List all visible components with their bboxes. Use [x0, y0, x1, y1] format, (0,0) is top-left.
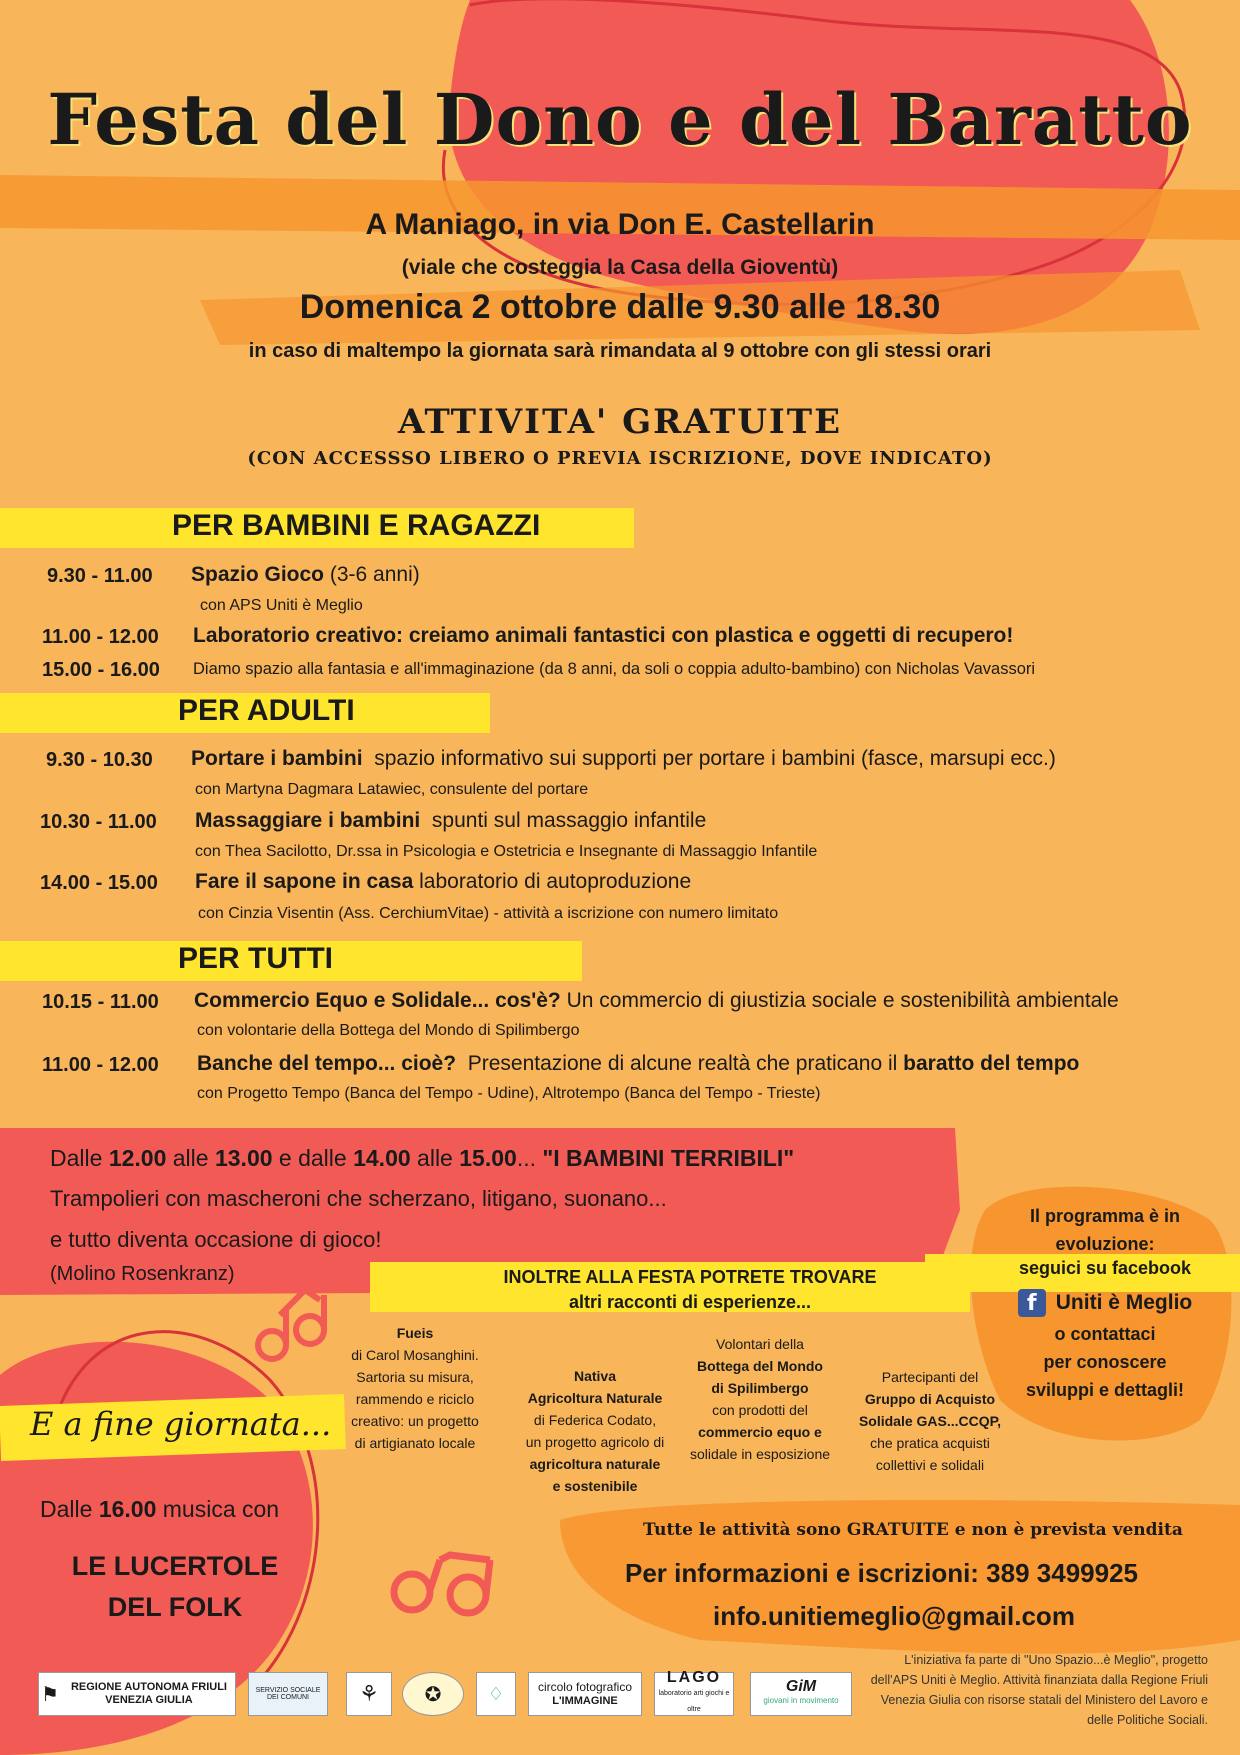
activity-with: con Progetto Tempo (Banca del Tempo - Udine), Altrotempo (Banca del Tempo - Trieste)	[197, 1085, 821, 1102]
time: 10.30 - 11.00	[40, 811, 157, 833]
show-description: e tutto diventa occasione di gioco!	[50, 1227, 382, 1252]
show-description: Trampolieri con mascheroni che scherzano, litigano, suonano...	[50, 1186, 667, 1211]
activity-line: Spazio Gioco (3-6 anni)	[191, 563, 420, 586]
exhibitor-fueis: Fueis di Carol Mosanghini. Sartoria su misura, rammendo e riciclo creativo: un progetto di artigianato locale	[351, 1325, 479, 1451]
logo-circle	[402, 1672, 464, 1716]
funding-note: L'iniziativa fa parte di "Uno Spazio...è Meglio", progetto dell'APS Uniti è Meglio. Attività finanziata dalla Regione Friuli Venezia Giulia con risorse statali del Ministero del Lavoro e delle Politiche Sociali.	[870, 1653, 1208, 1727]
crest-icon: ⚘	[359, 1681, 379, 1706]
time: 10.15 - 11.00	[42, 991, 159, 1013]
facebook-icon: f	[1018, 1289, 1046, 1317]
logo-servizio-sociale: SERVIZIO SOCIALE DEI COMUNI	[248, 1672, 328, 1716]
music-note-icon-2	[394, 1555, 490, 1613]
show-time: Dalle 12.00 alle 13.00 e dalle 14.00 alle 15.00... "I BAMBINI TERRIBILI"	[50, 1145, 795, 1171]
exhibitor-gas: Partecipanti del Gruppo di Acquisto Solidale GAS...CCQP, che pratica acquisti collettivi e solidali	[858, 1369, 1002, 1473]
logo-comune	[346, 1672, 392, 1716]
activity-line: Banche del tempo... cioè? Presentazione di alcune realtà che praticano il baratto del tempo	[197, 1052, 1080, 1075]
activity-line: Massaggiare i bambini spunti sul massaggio infantile	[195, 809, 707, 832]
also-heading: INOLTRE ALLA FESTA POTRETE TROVARE altri racconti di esperienze...	[503, 1267, 877, 1312]
time: 14.00 - 15.00	[40, 872, 158, 894]
logo-small	[476, 1672, 516, 1716]
music-note-icon	[258, 1290, 324, 1359]
logo-gim: GiM giovani in movimento	[750, 1672, 852, 1716]
section-title-adults: PER ADULTI	[178, 694, 355, 727]
badge-icon: ✪	[424, 1683, 442, 1706]
time: 11.00 - 12.00	[42, 1054, 159, 1076]
free-note: Tutte le attività sono GRATUITE e non è prevista vendita	[643, 1520, 1183, 1540]
page-title: Festa del Dono e del Baratto	[47, 78, 1193, 161]
section-title-kids: PER BAMBINI E RAGAZZI	[172, 509, 541, 542]
time: 15.00 - 16.00	[42, 659, 160, 681]
activity-with: con APS Uniti è Meglio	[200, 597, 363, 614]
info-phone: Per informazioni e iscrizioni: 389 3499925	[625, 1558, 1139, 1588]
logo-regione-fvg: ⚑ REGIONE AUTONOMA FRIULI VENEZIA GIULIA	[38, 1672, 236, 1716]
logo-lago: LAGO laboratorio arti giochi e oltre	[654, 1672, 734, 1716]
time: 9.30 - 10.30	[46, 749, 153, 771]
eagle-icon: ⚑	[41, 1683, 59, 1706]
activity-with: con Martyna Dagmara Latawiec, consulente del portare	[195, 781, 589, 798]
activities-subheading: (CON ACCESSSO LIBERO O PREVIA ISCRIZIONE, DOVE INDICATO)	[247, 448, 993, 469]
facebook-page-link[interactable]: f Uniti è Meglio	[985, 1288, 1225, 1318]
logo-circolo-fotografico: circolo fotografico L'IMMAGINE	[528, 1672, 642, 1716]
location: A Maniago, in via Don E. Castellarin	[365, 208, 875, 241]
section-title-all: PER TUTTI	[178, 942, 333, 975]
location-detail: (viale che costeggia la Casa della Gioventù)	[401, 256, 839, 279]
activity-line: Commercio Equo e Solidale... cos'è? Un commercio di giustizia sociale e sostenibilità ambientale	[194, 989, 1119, 1012]
show-company: (Molino Rosenkranz)	[50, 1263, 235, 1285]
activity-with: con volontarie della Bottega del Mondo di Spilimbergo	[197, 1022, 580, 1039]
time: 11.00 - 12.00	[42, 626, 159, 648]
activity-with: con Thea Sacilotto, Dr.ssa in Psicologia e Ostetricia e Insegnante di Massaggio Infantile	[195, 843, 818, 860]
band-name: LE LUCERTOLE DEL FOLK	[71, 1551, 279, 1622]
emblem-icon: ♢	[487, 1683, 505, 1704]
end-of-day-heading: E a fine giornata...	[30, 1405, 332, 1443]
time: 9.30 - 11.00	[47, 565, 153, 587]
info-email[interactable]: info.unitiemeglio@gmail.com	[713, 1601, 1075, 1631]
evening-music: Dalle 16.00 musica con	[40, 1496, 280, 1522]
weather-note: in caso di maltempo la giornata sarà rimandata al 9 ottobre con gli stessi orari	[248, 340, 992, 362]
activity-line: Fare il sapone in casa laboratorio di autoproduzione	[195, 870, 692, 893]
contact-note: o contattaci per conoscere sviluppi e dettagli!	[1025, 1324, 1185, 1400]
program-note: Il programma è in evoluzione:	[1029, 1206, 1181, 1254]
activity-line: Diamo spazio alla fantasia e all'immaginazione (da 8 anni, da soli o coppia adulto-bambino) con Nicholas Vavassori	[193, 660, 1036, 678]
activity-line: Portare i bambini spazio informativo sui supporti per portare i bambini (fasce, marsupi ecc.)	[191, 747, 1056, 770]
exhibitor-bottega: Volontari della Bottega del Mondo di Spilimbergo con prodotti del commercio equo e solidale in esposizione	[689, 1336, 831, 1462]
event-date: Domenica 2 ottobre dalle 9.30 alle 18.30	[299, 288, 941, 326]
activities-heading: ATTIVITA' GRATUITE	[397, 402, 843, 442]
exhibitor-nativa: Nativa Agricoltura Naturale di Federica Codato, un progetto agricolo di agricoltura naturale e sostenibile	[525, 1368, 665, 1494]
activity-with: con Cinzia Visentin (Ass. CerchiumVitae) - attività a iscrizione con numero limitato	[198, 905, 779, 922]
activity-line: Laboratorio creativo: creiamo animali fantastici con plastica e oggetti di recupero!	[193, 624, 1014, 647]
facebook-follow: seguici su facebook	[1018, 1258, 1192, 1278]
